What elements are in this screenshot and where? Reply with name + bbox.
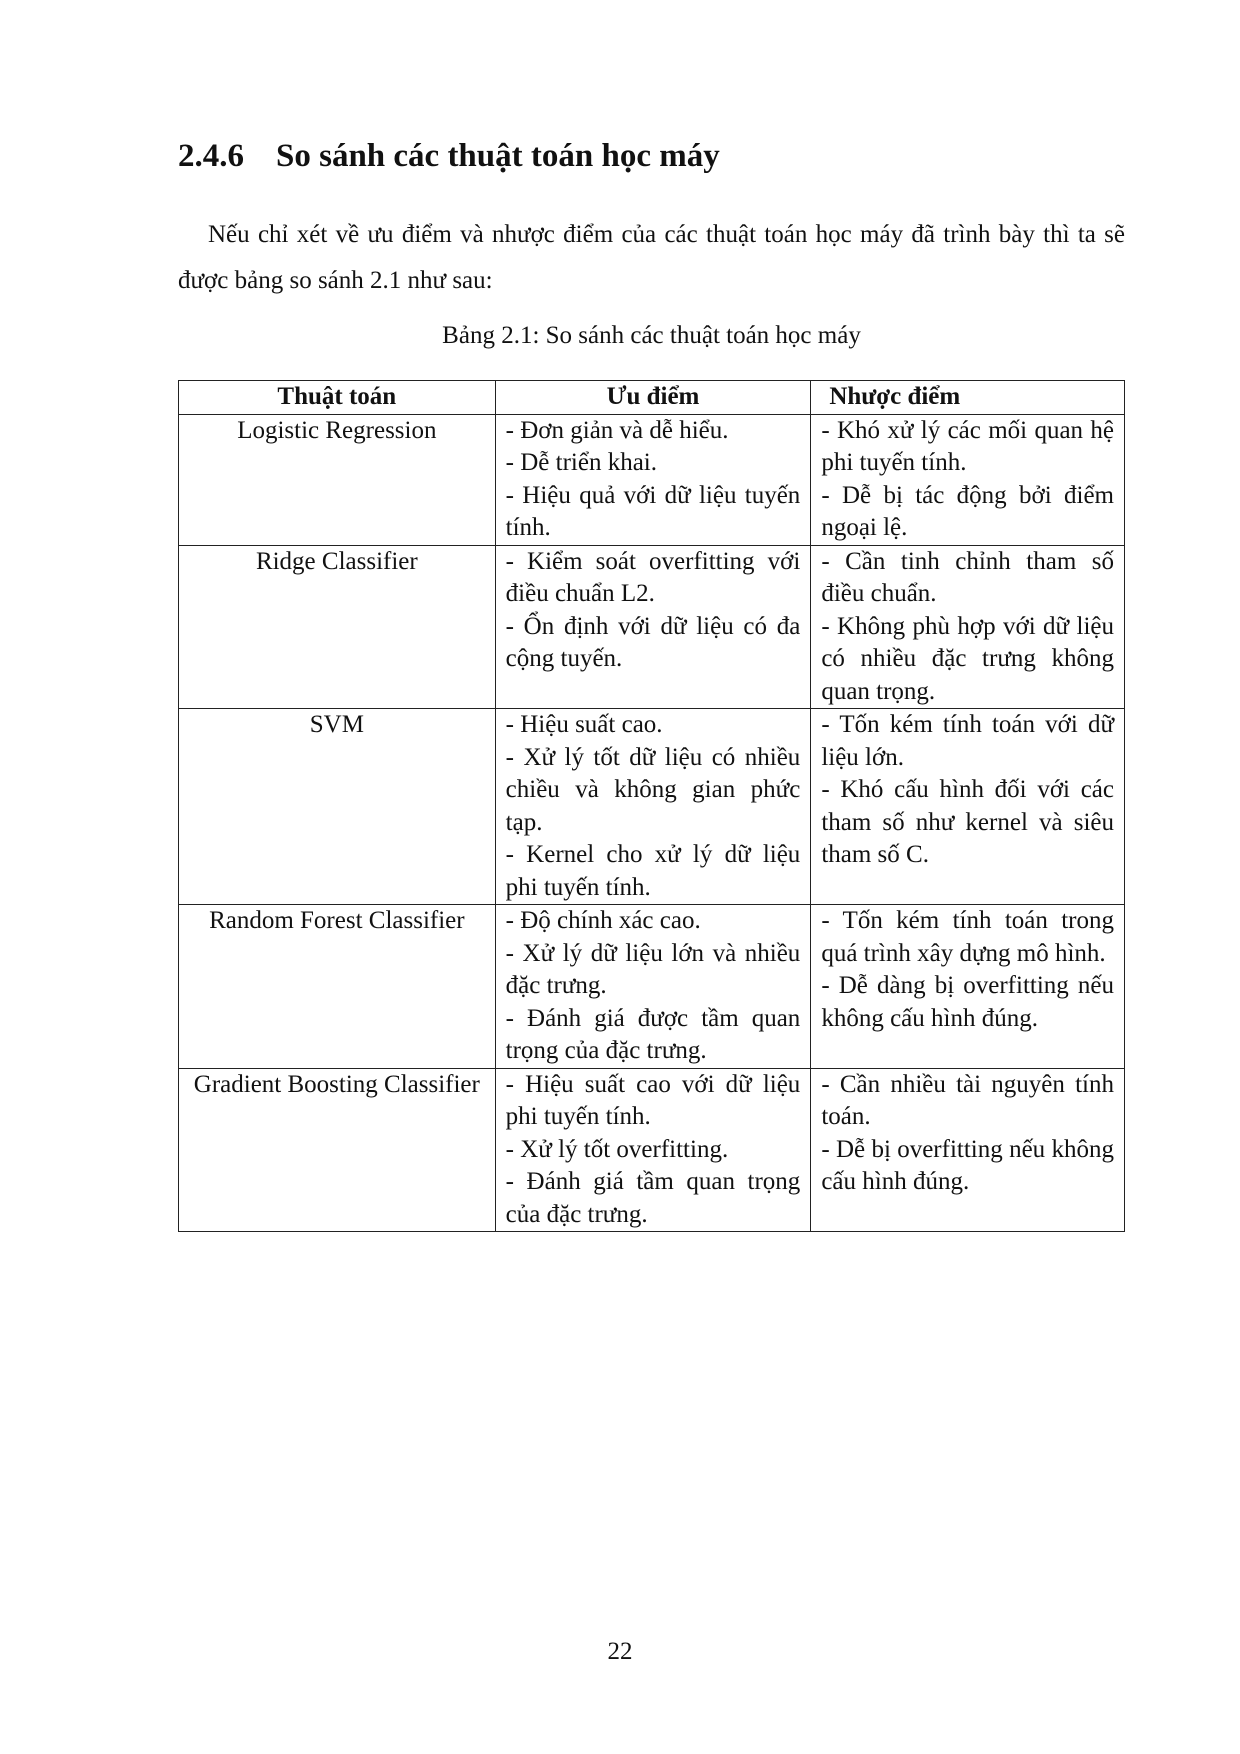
cons-cell [811, 709, 1125, 905]
pros-cell [495, 414, 811, 545]
algorithm-cell: Ridge Classifier [179, 545, 496, 709]
pros-item: - Độ chính xác cao. [505, 907, 701, 934]
intro-paragraph: Nếu chỉ xét về ưu điểm và nhược điểm của các thuật toán học máy đã trình bày thì ta sẽ được bảng so sánh 2.1 như sau: [178, 221, 1125, 294]
pros-item: - Xử lý tốt dữ liệu có nhiều chiều và không gian phức tạp. [505, 743, 801, 836]
cons-item: - Tốn kém tính toán với dữ liệu lớn. [821, 711, 1114, 771]
page-number: 22 [607, 1638, 633, 1665]
section-number: 2.4.6 [178, 138, 244, 174]
algorithm-cell: Logistic Regression [179, 414, 496, 545]
pros-item: - Dễ triển khai. [505, 449, 657, 476]
pros-cell [495, 1068, 811, 1232]
algorithm-cell: Random Forest Classifier [179, 905, 496, 1069]
cons-cell [811, 414, 1125, 545]
pros-item: - Hiệu quả với dữ liệu tuyến tính. [505, 481, 801, 541]
pros-item: - Đánh giá được tầm quan trọng của đặc trưng. [505, 1004, 801, 1064]
cons-item: - Dễ dàng bị overfitting nếu không cấu hình đúng. [821, 972, 1114, 1032]
header-cons: Nhược điểm [811, 381, 1125, 415]
pros-item: - Kiểm soát overfitting với điều chuẩn L2. [505, 547, 801, 607]
cons-cell [811, 905, 1125, 1069]
pros-item: - Ổn định với dữ liệu có đa cộng tuyến. [505, 612, 801, 672]
table-caption: Bảng 2.1: So sánh các thuật toán học máy [442, 322, 861, 349]
table-row [179, 545, 1125, 709]
table-header-row [179, 381, 1125, 415]
algorithm-cell: SVM [179, 709, 496, 905]
cons-item: - Khó cấu hình đối với các tham số như kernel và siêu tham số C. [821, 776, 1114, 868]
pros-item: - Xử lý dữ liệu lớn và nhiều đặc trưng. [505, 939, 801, 999]
table-row [179, 414, 1125, 545]
section-title: So sánh các thuật toán học máy [276, 138, 720, 174]
pros-item: - Kernel cho xử lý dữ liệu phi tuyến tính. [505, 841, 801, 901]
cons-cell [811, 1068, 1125, 1232]
cons-item: - Dễ bị tác động bởi điểm ngoại lệ. [821, 481, 1114, 541]
table-row [179, 905, 1125, 1069]
algorithm-cell: Gradient Boosting Classifier [179, 1068, 496, 1232]
cons-item: - Tốn kém tính toán trong quá trình xây dựng mô hình. [821, 907, 1114, 967]
pros-cell [495, 905, 811, 1069]
cons-item: - Dễ bị overfitting nếu không cấu hình đúng. [821, 1135, 1114, 1195]
cons-item: - Khó xử lý các mối quan hệ phi tuyến tính. [821, 416, 1114, 476]
comparison-table [178, 380, 1125, 1232]
pros-item: - Hiệu suất cao. [505, 711, 663, 738]
cons-cell [811, 545, 1125, 709]
pros-item: - Hiệu suất cao với dữ liệu phi tuyến tính. [505, 1070, 801, 1130]
table-row [179, 709, 1125, 905]
table-row [179, 1068, 1125, 1232]
pros-item: - Đơn giản và dễ hiểu. [505, 416, 729, 444]
header-pros: Ưu điểm [495, 381, 811, 415]
cons-item: - Không phù hợp với dữ liệu có nhiều đặc trưng không quan trọng. [821, 612, 1114, 705]
pros-cell [495, 709, 811, 905]
pros-cell [495, 545, 811, 709]
cons-item: - Cần tinh chỉnh tham số điều chuẩn. [821, 547, 1114, 607]
cons-item: - Cần nhiều tài nguyên tính toán. [821, 1070, 1114, 1130]
section-heading [178, 138, 720, 175]
pros-item: - Đánh giá tầm quan trọng của đặc trưng. [505, 1168, 801, 1228]
pros-item: - Xử lý tốt overfitting. [505, 1135, 729, 1163]
header-algorithm: Thuật toán [179, 381, 496, 415]
